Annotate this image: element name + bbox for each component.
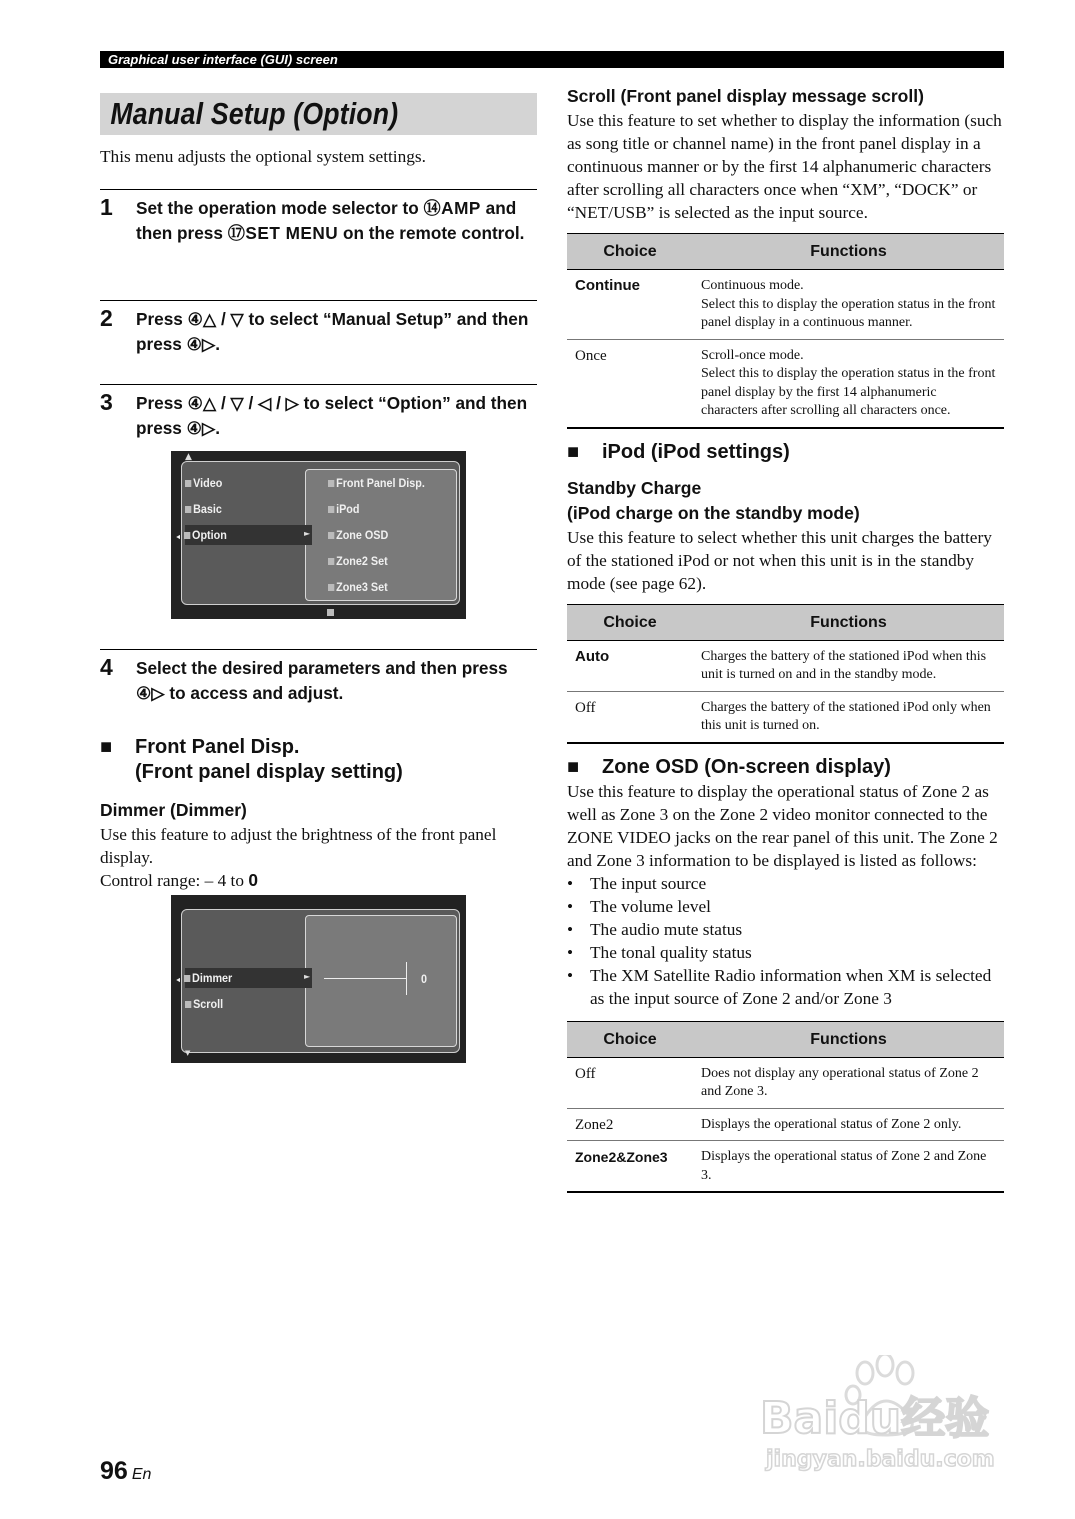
table-header-choice: Choice	[567, 234, 693, 270]
standby-charge-heading: Standby Charge	[567, 477, 702, 498]
ipod-text: Use this feature to select whether this unit charges the battery of the stationed iPod or not when this unit is in the standby mode (see page 62).	[567, 527, 992, 593]
choice-cell: Zone2&Zone3	[567, 1141, 693, 1193]
table-row	[567, 1108, 1004, 1141]
ipod-choice-table	[567, 604, 1004, 744]
right-column	[567, 84, 1004, 1193]
table-header-functions: Functions	[693, 604, 1004, 640]
front-panel-heading: ■ Front Panel Disp. (Front panel display setting)	[100, 736, 403, 783]
gui-submenu-item-zone-osd[interactable]: Zone OSD	[328, 527, 388, 543]
table-header-functions: Functions	[693, 1021, 1004, 1057]
choice-cell: Auto	[567, 640, 693, 691]
table-row	[567, 1057, 1004, 1108]
table-header-choice: Choice	[567, 1021, 693, 1057]
watermark-brand: Baidu经验	[760, 1393, 990, 1444]
dimmer-value: 0	[421, 972, 428, 986]
choice-cell: Continue	[567, 270, 693, 340]
step-number: 1	[100, 194, 113, 220]
step-number: 3	[100, 389, 113, 415]
dimmer-text: Use this feature to adjust the brightness of the front panel display.	[100, 825, 497, 867]
choice-cell: Once	[567, 339, 693, 428]
step-number: 2	[100, 305, 113, 331]
step-text: Select the desired parameters and then press ④▷ to access and adjust.	[136, 658, 508, 703]
gui-submenu-item-ipod[interactable]: iPod	[328, 501, 360, 517]
left-column-lower	[100, 649, 537, 892]
gui-submenu-item-front-panel[interactable]: Front Panel Disp.	[328, 475, 425, 491]
baidu-watermark	[760, 1355, 1010, 1480]
scroll-choice-table	[567, 233, 1004, 429]
gui-menu-item-basic[interactable]: Basic	[185, 501, 222, 517]
list-item: • The tonal quality status	[567, 941, 1004, 964]
table-row	[567, 339, 1004, 428]
zone-osd-choice-table	[567, 1021, 1004, 1194]
scroll-up-icon: ▲	[185, 452, 192, 462]
square-bullet-icon: ■	[567, 440, 580, 463]
step-text: Set the operation mode selector to ⑭AMP and then press ⑰SET MENU on the remote control.	[136, 198, 525, 243]
right-arrow-icon: ►	[304, 972, 311, 981]
page-number: 96 En	[100, 1457, 152, 1485]
control-range: Control range: – 4 to 0	[100, 870, 258, 890]
square-bullet-icon: ■	[567, 755, 580, 778]
gui-menu-item-scroll[interactable]: Scroll	[185, 996, 223, 1012]
watermark-url: jingyan.baidu.com	[766, 1447, 995, 1472]
standby-charge-subheading: (iPod charge on the standby mode)	[567, 502, 860, 523]
table-row	[567, 640, 1004, 691]
list-item: • The input source	[567, 872, 1004, 895]
gui-submenu-item-zone2[interactable]: Zone2 Set	[328, 553, 388, 569]
intro-text: This menu adjusts the optional system settings.	[100, 147, 426, 166]
list-item: • The volume level	[567, 895, 1004, 918]
right-arrow-icon: ►	[304, 529, 311, 538]
step-2	[100, 300, 537, 379]
dimmer-level-track	[324, 978, 406, 979]
function-cell: Does not display any operational status of Zone 2 and Zone 3.	[693, 1057, 1004, 1108]
gui-screen-dimmer	[171, 895, 466, 1063]
page-title: Manual Setup (Option)	[110, 96, 399, 131]
gui-menu-item-option[interactable]: ◄ Option	[175, 528, 227, 542]
gui-value-panel	[305, 915, 457, 1047]
table-row	[567, 270, 1004, 340]
step-3	[100, 384, 537, 451]
dimmer-level-marker[interactable]	[406, 962, 407, 995]
gui-menu-item-dimmer[interactable]: ◄ Dimmer	[175, 971, 233, 985]
function-cell: Charges the battery of the stationed iPod only when this unit is turned on.	[693, 691, 1004, 743]
function-cell: Displays the operational status of Zone 2 and Zone 3.	[693, 1141, 1004, 1193]
gui-submenu-item-zone3[interactable]: Zone3 Set	[328, 579, 388, 595]
step-number: 4	[100, 654, 113, 680]
scroll-heading: Scroll (Front panel display message scroll)	[567, 86, 924, 106]
scroll-down-marker	[327, 609, 334, 616]
gui-screen-option-menu	[171, 451, 466, 619]
zone-osd-heading: ■ Zone OSD (On-screen display)	[567, 755, 891, 778]
square-bullet-icon: ■	[100, 736, 113, 758]
choice-cell: Off	[567, 1057, 693, 1108]
table-header-choice: Choice	[567, 604, 693, 640]
table-row	[567, 1141, 1004, 1193]
table-row	[567, 691, 1004, 743]
gui-menu-item-video[interactable]: Video	[185, 475, 222, 491]
step-1	[100, 189, 537, 294]
page-title-box	[100, 93, 537, 135]
left-column	[100, 51, 537, 451]
scroll-down-icon: ▼	[185, 1049, 191, 1057]
function-cell: Charges the battery of the stationed iPod when this unit is turned on and in the standby mode.	[693, 640, 1004, 691]
choice-cell: Zone2	[567, 1108, 693, 1141]
zone-osd-text: Use this feature to display the operational status of Zone 2 as well as Zone 3 on the Zone 2 video monitor connected to the ZONE VIDEO jacks on the rear panel of this unit. The Zone 2 and Zone 3 information to be displayed is listed as follows:	[567, 781, 998, 870]
function-cell: Continuous mode. Select this to display the operation status in the front panel display in a continuous manner.	[693, 270, 1004, 340]
table-header-functions: Functions	[693, 234, 1004, 270]
list-item: • The XM Satellite Radio information when XM is selected as the input source of Zone 2 and/or Zone 3	[567, 964, 1004, 1010]
list-item: • The audio mute status	[567, 918, 1004, 941]
section-header-text: Graphical user interface (GUI) screen	[108, 52, 338, 67]
step-text: Press ④△ / ▽ / ◁ / ▷ to select “Option” and then press ④▷.	[136, 393, 528, 438]
step-4	[100, 649, 537, 716]
zone-osd-bullet-list	[567, 872, 1004, 1010]
scroll-text: Use this feature to set whether to display the information (such as song title or channel name) in the front panel display in a continuous manner or by the first 14 alphanumeric characters after scrolling all characters once when “XM”, “DOCK” or “NET/USB” is selected as the input source.	[567, 111, 1002, 222]
choice-cell: Off	[567, 691, 693, 743]
step-text: Press ④△ / ▽ to select “Manual Setup” and then press ④▷.	[136, 309, 529, 354]
function-cell: Scroll-once mode. Select this to display the operation status in the front panel display by the first 14 alphanumeric characters after scrolling all characters once.	[693, 339, 1004, 428]
ipod-heading: ■ iPod (iPod settings)	[567, 440, 790, 463]
dimmer-heading: Dimmer (Dimmer)	[100, 800, 247, 820]
function-cell: Displays the operational status of Zone 2 only.	[693, 1108, 1004, 1141]
